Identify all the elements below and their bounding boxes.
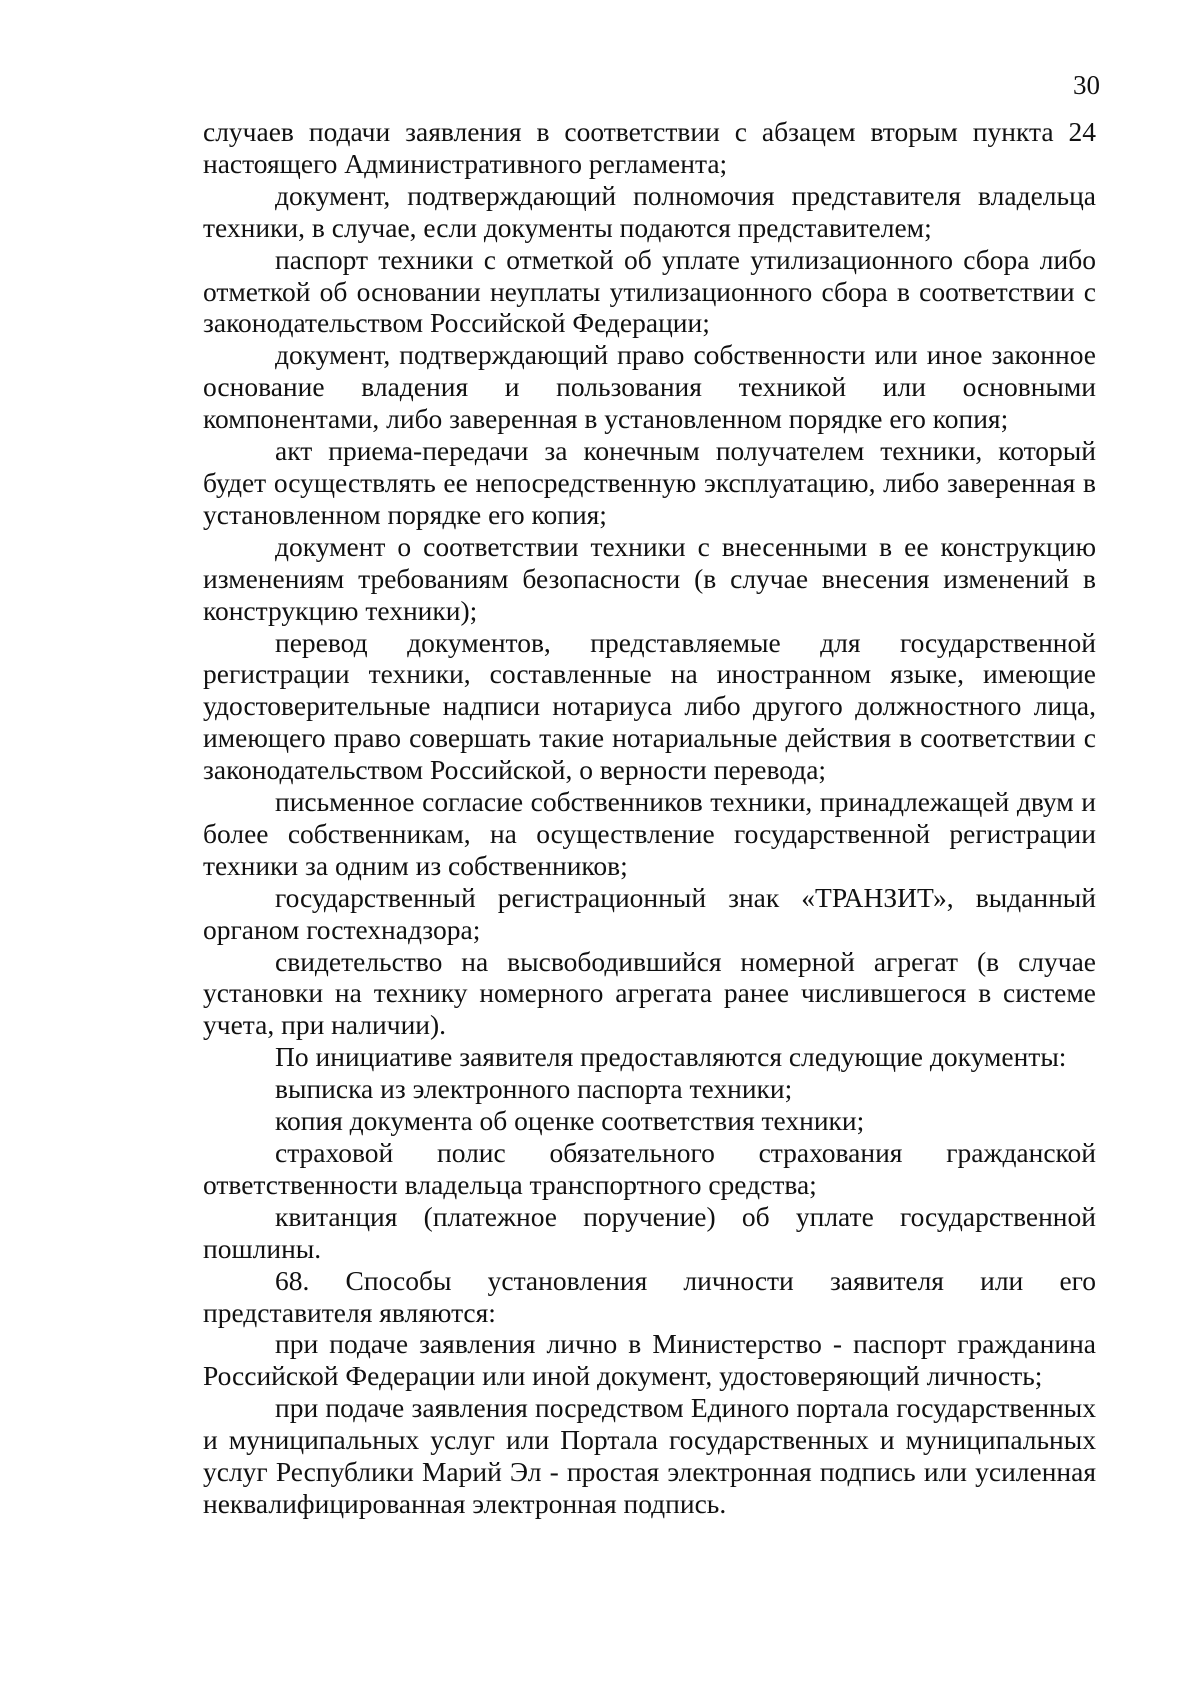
paragraph: страховой полис обязательного страхования гражданской ответственности владельца транспортного средства; [203,1137,1096,1200]
paragraph: перевод документов, представляемые для государственной регистрации техники, составленные на иностранном языке, имеющие удостоверительные надписи нотариуса либо другого должностного лица, имеющего право совершать такие нотариальные действия в соответствии с законодательством Российской, о верности перевода; [203,626,1096,786]
paragraph: По инициативе заявителя предоставляются следующие документы: [275,1041,1067,1073]
paragraph: государственный регистрационный знак «ТРАНЗИТ», выданный органом гостехнадзора; [203,881,1096,945]
paragraph: при подаче заявления лично в Министерство - паспорт гражданина Российской Федерации или иной документ, удостоверяющий личность; [203,1328,1096,1392]
paragraph: документ о соответствии техники с внесенными в ее конструкцию изменениям требованиям безопасности (в случае внесения изменений в конструкцию техники); [203,530,1096,626]
paragraph: квитанция (платежное поручение) об уплате государственной пошлины. [203,1200,1096,1264]
paragraph-continued: случаев подачи заявления в соответствии с абзацем вторым пункта 24 настоящего Административного регламента; [203,116,1096,179]
paragraph: письменное согласие собственников техники, принадлежащей двум и более собственникам, на осуществление государственной регистрации техники за одним из собственников; [203,786,1096,881]
paragraph-section-68: 68. Способы установления личности заявителя или его представителя являются: [203,1264,1096,1328]
paragraph: документ, подтверждающий право собственности или иное законное основание владения и пользования техникой или основными компонентами, либо заверенная в установленном порядке его копия; [203,339,1096,435]
paragraph: паспорт техники с отметкой об уплате утилизационного сбора либо отметкой об основании неуплаты утилизационного сбора в соответствии с законодательством Российской Федерации; [203,243,1096,339]
document-body [203,116,1096,1520]
paragraph: свидетельство на высвободившийся номерной агрегат (в случае установки на технику номерного агрегата ранее числившегося в системе учета, при наличии). [203,945,1096,1041]
page-number: 30 [1073,70,1100,100]
paragraph: выписка из электронного паспорта техники; [275,1073,793,1105]
paragraph: акт приема-передачи за конечным получателем техники, который будет осуществлять ее непосредственную эксплуатацию, либо заверенная в установленном порядке его копия; [203,435,1096,530]
paragraph: копия документа об оценке соответствия техники; [275,1105,865,1137]
paragraph: при подаче заявления посредством Единого портала государственных и муниципальных услуг или Портала государственных и муниципальных услуг Республики Марий Эл - простая электронная подпись или усиленная неквалифицированная электронная подпись. [203,1392,1096,1519]
paragraph: документ, подтверждающий полномочия представителя владельца техники, в случае, если документы подаются представителем; [203,179,1096,243]
